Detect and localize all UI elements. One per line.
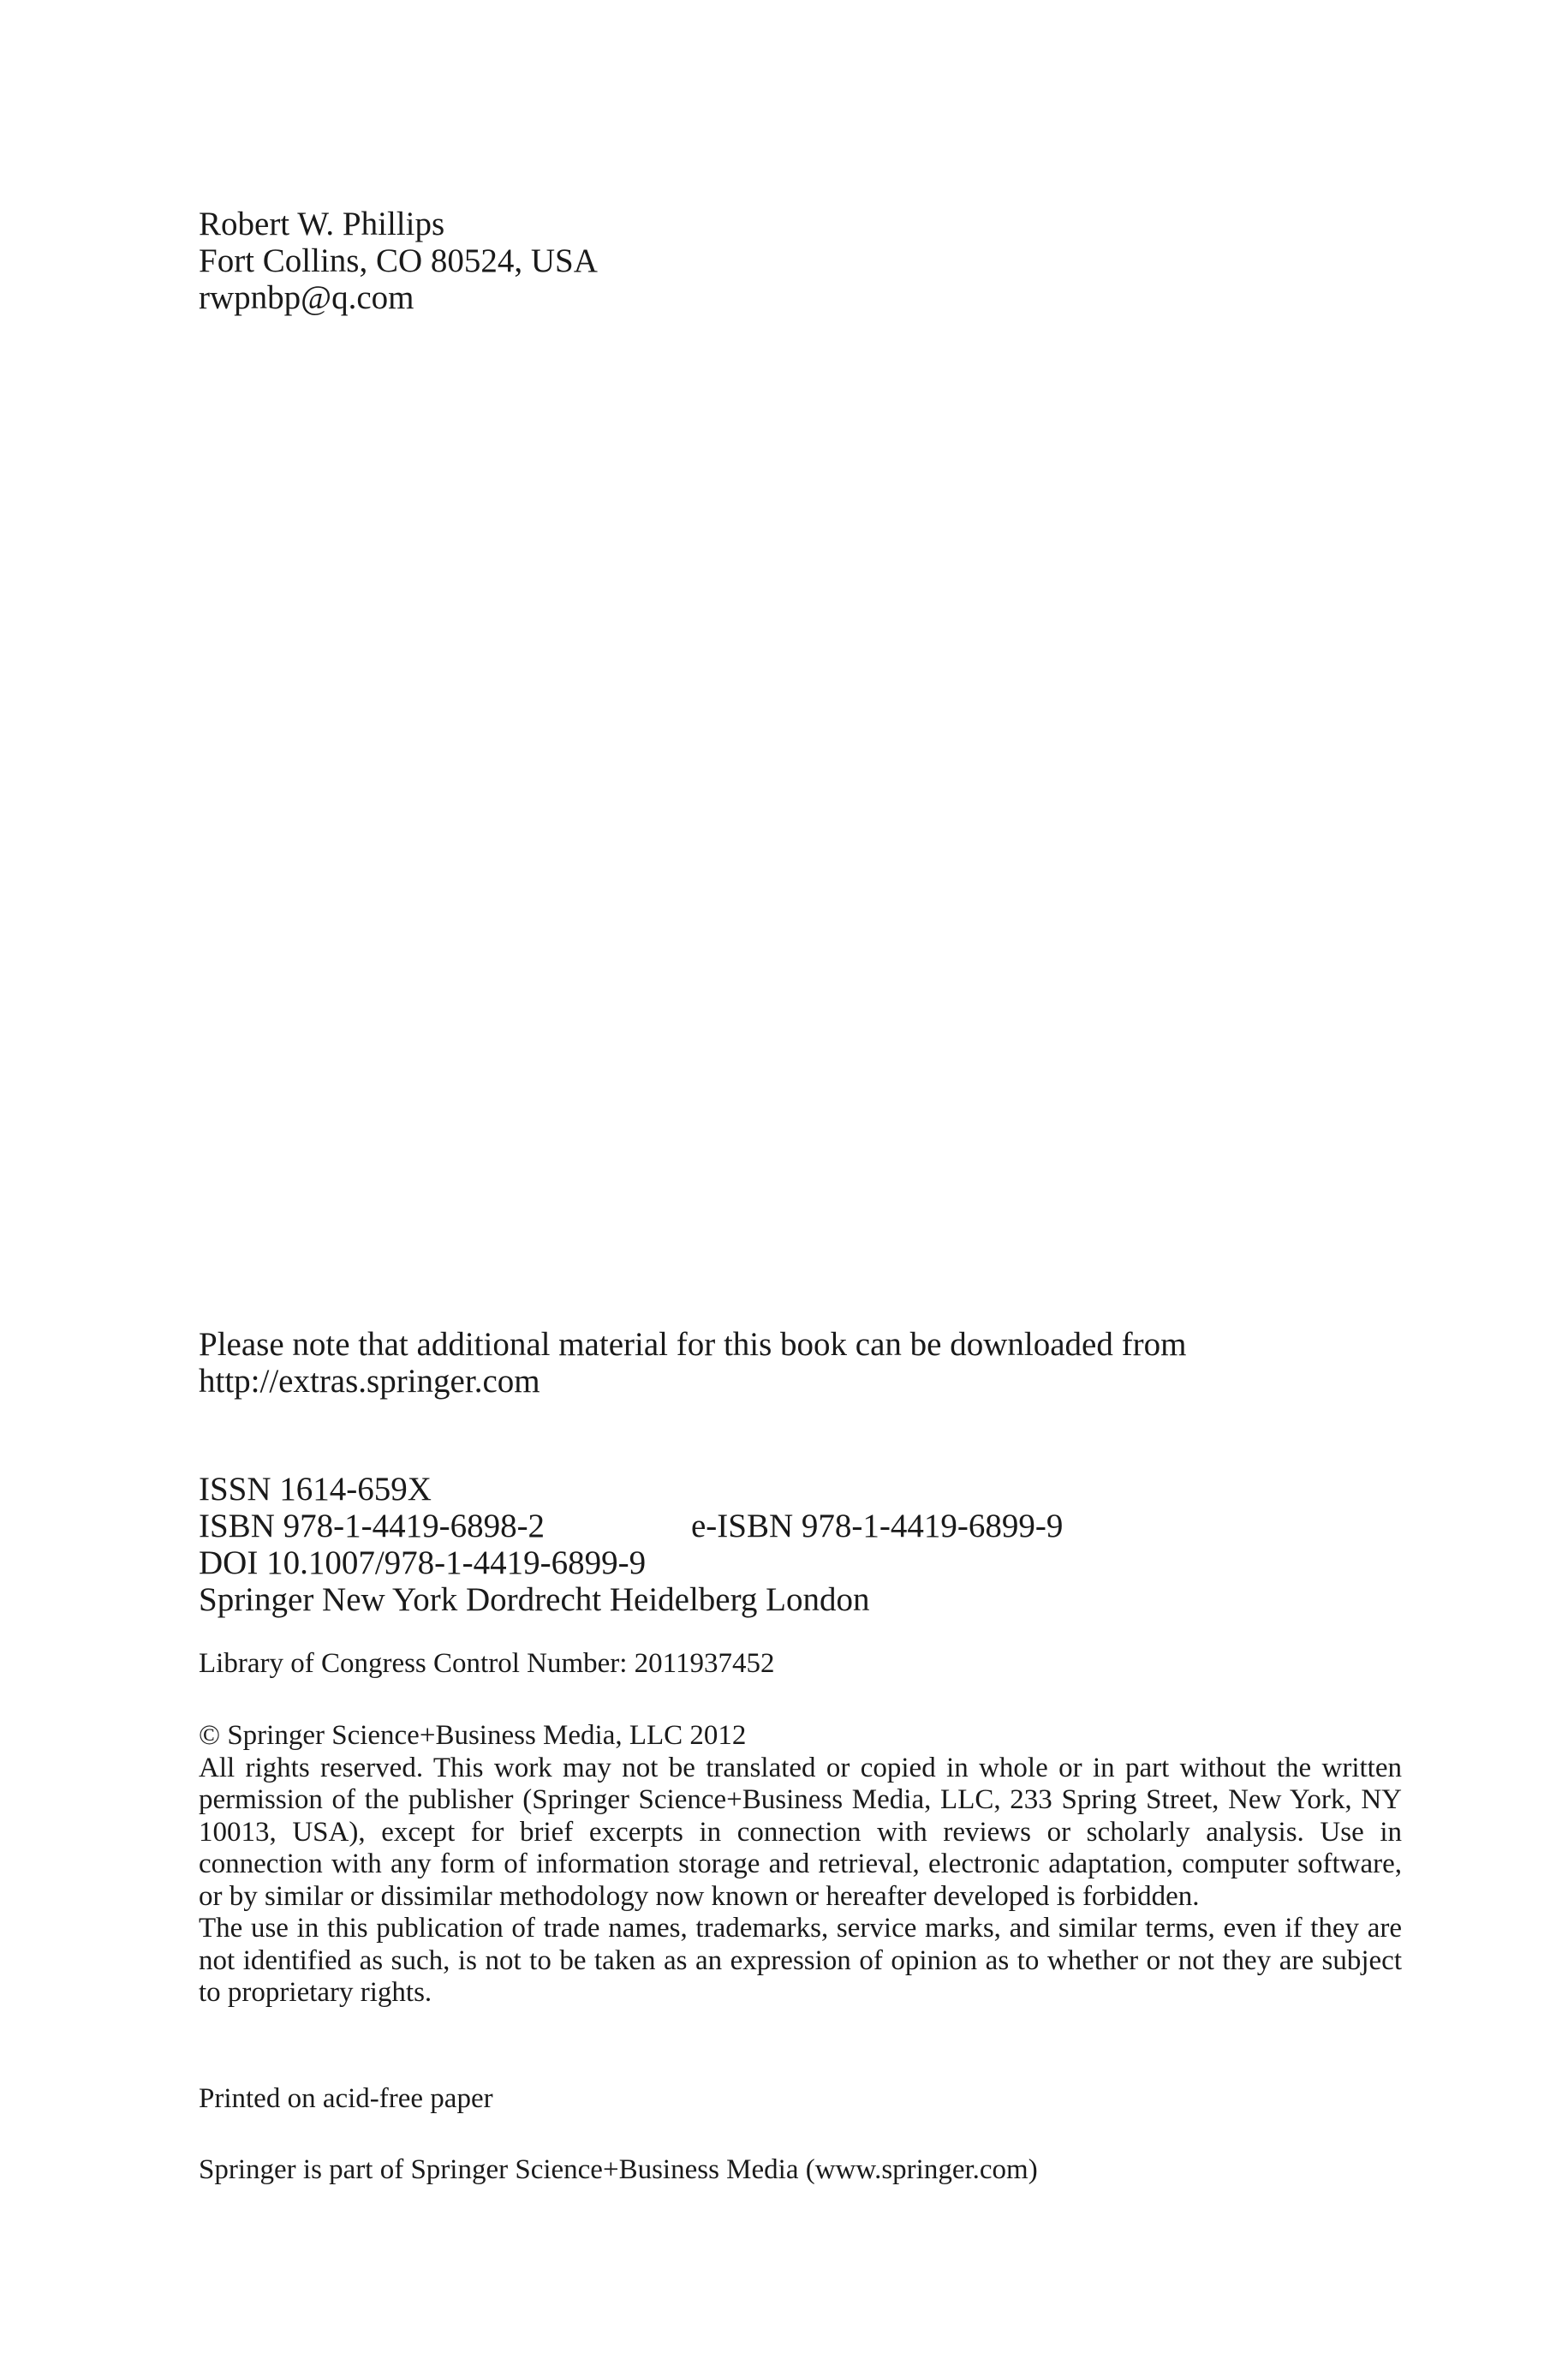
additional-material-note (199, 1326, 1186, 1400)
issn: ISSN 1614-659X (199, 1471, 432, 1508)
doi: DOI 10.1007/978-1-4419-6899-9 (199, 1544, 647, 1581)
note-text: Please note that additional material for this book can be downloaded from (199, 1326, 1187, 1363)
springer-part-note: Springer is part of Springer Science+Business Media (www.springer.com) (199, 2154, 1038, 2185)
author-block (199, 206, 598, 316)
printed-note: Printed on acid-free paper (199, 2083, 493, 2114)
rights-paragraph: All rights reserved. This work may not be translated or copied in whole or in part without the written permission of the publisher (Springer Science+Business Media, LLC, 233 Spring Street, New York, NY 10013, USA), except for brief excerpts in connection with reviews or scholarly analysis. Use in connection with any form of information storage and retrieval, electronic adaptation, computer software, or by similar or dissimilar methodology now known or hereafter developed is forbidden. (199, 1752, 1402, 1912)
copyright-block (199, 1720, 1402, 2010)
trademarks-paragraph: The use in this publication of trade names, trademarks, service marks, and similar terms, even if they are not identified as such, is not to be taken as an expression of opinion as to whether or not they are subject to proprietary rights. (199, 1913, 1402, 2008)
author-name: Robert W. Phillips (199, 206, 445, 242)
extras-link[interactable]: http://extras.springer.com (199, 1363, 540, 1400)
lccn: Library of Congress Control Number: 2011937452 (199, 1648, 775, 1679)
author-email[interactable]: rwpnbp@q.com (199, 279, 414, 316)
publisher-cities: Springer New York Dordrecht Heidelberg London (199, 1581, 870, 1618)
copyright-notice: © Springer Science+Business Media, LLC 2012 (199, 1720, 747, 1751)
isbn-row (199, 1508, 1398, 1544)
isbn: ISBN 978-1-4419-6898-2 (199, 1508, 546, 1544)
eisbn: e-ISBN 978-1-4419-6899-9 (691, 1508, 1064, 1544)
author-location: Fort Collins, CO 80524, USA (199, 242, 598, 279)
identifiers-block (199, 1471, 1398, 1618)
